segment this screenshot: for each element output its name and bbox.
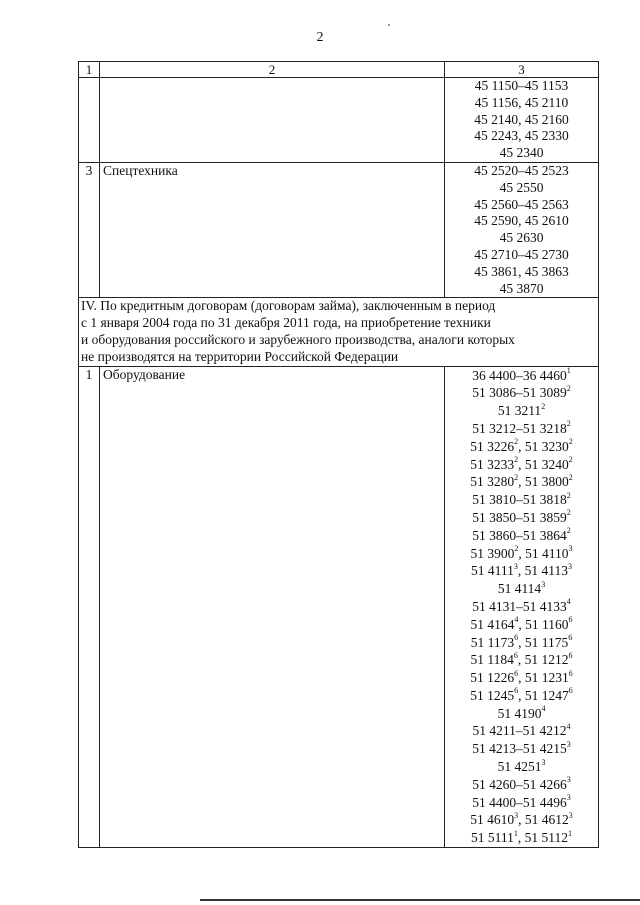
footnote-marker: 6 [568, 633, 573, 642]
code-line: 45 2630 [499, 230, 544, 246]
section-iv-heading [79, 298, 599, 366]
footnote-marker: 2 [568, 437, 573, 447]
row-name-cell: Оборудование [100, 366, 445, 848]
footnote-marker: 4 [566, 597, 571, 607]
code-line: 45 2710–45 2730 [474, 246, 569, 262]
code-line: 45 2340 [499, 145, 544, 161]
footnote-marker: 2 [514, 472, 519, 482]
footnote-marker: 3 [568, 561, 572, 571]
code-line: 51 4610$^3$, 51 4612$^3$ [470, 810, 573, 828]
section-heading-row [79, 298, 599, 366]
footnote-marker: 2 [566, 383, 571, 393]
code-line: 36 4400–36 4460$^1$ [472, 366, 571, 383]
table-header-row [79, 62, 599, 78]
code-line: 51 4213–51 4215$^3$ [472, 739, 571, 757]
footnote-marker: 2 [566, 508, 571, 518]
code-line: 51 4251$^3$ [497, 757, 546, 775]
footnote-marker: 3 [568, 810, 573, 820]
footnote-marker: 2 [514, 437, 519, 447]
code-line: 45 3861, 45 3863 [474, 263, 569, 279]
codes-cell [445, 162, 599, 297]
section-line: с 1 января 2004 года по 31 декабря 2011 года, на приобретение техники [81, 315, 491, 331]
footnote-marker: 4 [541, 704, 546, 714]
code-line: 51 3900$^2$, 51 4110$^3$ [470, 544, 573, 561]
footnote-marker: 2 [568, 455, 573, 465]
footnote-marker: 3 [513, 561, 518, 571]
header-col-3: 3 [445, 62, 599, 78]
header-col-1: 1 [79, 62, 100, 78]
footnote-marker: 6 [514, 668, 519, 678]
code-line: 51 4164$^4$, 51 1160$^6$ [470, 615, 573, 632]
bottom-rule [200, 899, 640, 901]
row-name-cell: Спецтехника [100, 162, 445, 297]
code-line: 51 3211$^2$ [497, 401, 546, 419]
table-row-special-equipment [79, 162, 599, 297]
codes-table [78, 61, 599, 848]
footnote-marker: 1 [568, 828, 572, 838]
code-line: 51 3226$^2$, 51 3230$^2$ [470, 437, 573, 454]
code-line: 51 3280$^2$, 51 3800$^2$ [470, 472, 573, 490]
code-line: 45 2243, 45 2330 [474, 128, 569, 144]
code-line: 51 3086–51 3089$^2$ [472, 383, 571, 401]
code-line: 51 4190$^4$ [497, 704, 546, 721]
code-line: 45 2140, 45 2160 [474, 111, 569, 127]
footnote-marker: 3 [566, 793, 571, 803]
code-line: 51 3860–51 3864$^2$ [472, 526, 571, 543]
footnote-marker: 3 [541, 757, 546, 767]
footnote-marker: 6 [513, 650, 518, 660]
footnote-marker: 1 [513, 828, 518, 838]
footnote-marker: 3 [566, 775, 571, 785]
codes-cell [445, 366, 599, 848]
code-line: 51 3850–51 3859$^2$ [472, 508, 571, 525]
scan-speck [388, 24, 390, 26]
section-line: не производятся на территории Российской Федерации [81, 348, 399, 364]
section-line: IV. По кредитным договорам (договорам займа), заключенным в период [81, 298, 496, 314]
row-number-cell: 1 [79, 366, 100, 848]
code-line: 51 4114$^3$ [497, 579, 546, 597]
page-number: 2 [316, 30, 324, 45]
code-line: 45 2560–45 2563 [474, 196, 569, 212]
footnote-marker: 3 [541, 579, 546, 589]
codes-cell [445, 78, 599, 163]
footnote-marker: 4 [514, 615, 519, 625]
header-col-2: 2 [100, 62, 445, 78]
code-line: 51 3810–51 3818$^2$ [472, 490, 571, 508]
code-line: 51 4131–51 4133$^4$ [472, 597, 571, 614]
footnote-marker: 1 [566, 366, 571, 376]
code-line: 51 3212–51 3218$^2$ [472, 419, 571, 436]
footnote-marker: 2 [568, 472, 573, 482]
code-line: 51 3233$^2$, 51 3240$^2$ [470, 455, 573, 472]
footnote-marker: 3 [566, 739, 571, 749]
code-line: 51 4260–51 4266$^3$ [472, 775, 571, 792]
code-line: 51 1184$^6$, 51 1212$^6$ [470, 650, 573, 668]
row-name-cell [100, 78, 445, 163]
code-line: 51 1245$^6$, 51 1247$^6$ [470, 686, 573, 703]
code-line: 45 3870 [499, 280, 544, 296]
footnote-marker: 2 [566, 490, 571, 500]
code-line: 45 1150–45 1153 [474, 78, 569, 93]
row-number-cell [79, 78, 100, 163]
code-line: 45 2520–45 2523 [474, 162, 569, 178]
code-line: 51 4400–51 4496$^3$ [472, 793, 571, 810]
footnote-marker: 3 [568, 544, 573, 554]
footnote-marker: 6 [514, 686, 519, 696]
code-line: 45 2550 [499, 179, 544, 195]
code-line: 45 2590, 45 2610 [474, 213, 569, 229]
footnote-marker: 2 [514, 544, 519, 554]
code-line: 51 4111$^3$, 51 4113$^3$ [471, 561, 572, 579]
row-number-cell: 3 [79, 162, 100, 297]
code-line: 51 1173$^6$, 51 1175$^6$ [470, 633, 573, 650]
code-line: 51 4211–51 4212$^4$ [472, 721, 571, 739]
footnote-marker: 6 [568, 650, 573, 660]
footnote-marker: 2 [541, 401, 546, 411]
footnote-marker: 6 [568, 615, 573, 625]
footnote-marker: 2 [514, 455, 519, 465]
code-line: 51 1226$^6$, 51 1231$^6$ [470, 668, 573, 686]
footnote-marker: 4 [566, 721, 571, 731]
footnote-marker: 3 [514, 810, 519, 820]
footnote-marker: 6 [568, 668, 573, 678]
footnote-marker: 2 [566, 419, 571, 429]
code-line: 51 5111$^1$, 51 5112$^1$ [471, 828, 572, 846]
footnote-marker: 6 [568, 686, 573, 696]
code-line: 45 1156, 45 2110 [474, 94, 569, 110]
footnote-marker: 2 [566, 526, 571, 536]
footnote-marker: 6 [514, 633, 519, 642]
table-row-continued [79, 78, 599, 163]
section-line: и оборудования российского и зарубежного производства, аналоги которых [81, 331, 515, 347]
table-row-equipment [79, 366, 599, 848]
